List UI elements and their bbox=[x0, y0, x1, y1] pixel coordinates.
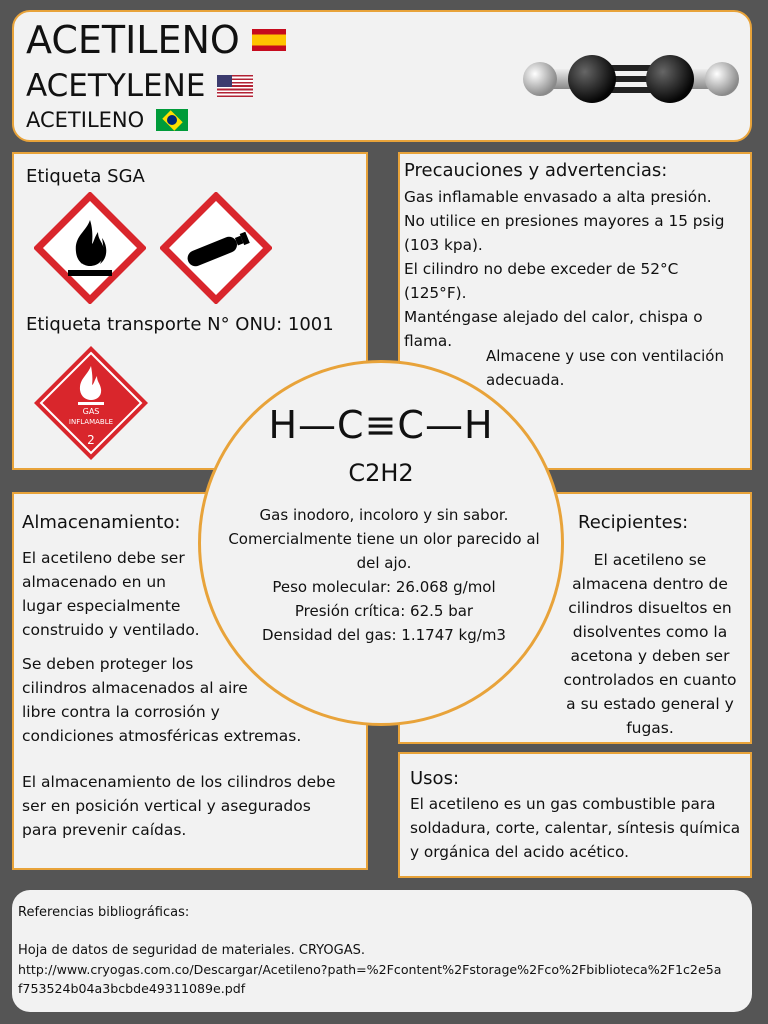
uses-line: El acetileno es un gas combustible para bbox=[410, 795, 716, 813]
precautions-extra bbox=[486, 344, 724, 392]
references-url-line-2: f753524b04a3bcbde49311089e.pdf bbox=[18, 981, 246, 996]
storage-line: cilindros almacenados al aire bbox=[22, 679, 248, 697]
title-portuguese: ACETILENO bbox=[26, 108, 145, 132]
diamond-class-number: 2 bbox=[87, 433, 95, 447]
storage-paragraph-3 bbox=[22, 770, 336, 842]
diamond-text-gas: GAS bbox=[82, 407, 100, 416]
storage-line: condiciones atmosféricas extremas. bbox=[22, 727, 302, 745]
title-english: ACETYLENE bbox=[26, 68, 206, 104]
containers-line: almacena dentro de bbox=[572, 575, 728, 593]
containers-line: acetona y deben ser bbox=[570, 647, 730, 665]
containers-line: controlados en cuanto bbox=[563, 671, 737, 689]
containers-text bbox=[550, 548, 750, 740]
flag-usa-icon bbox=[217, 75, 253, 97]
containers-title: Recipientes: bbox=[578, 512, 689, 533]
property-line: Peso molecular: 26.068 g/mol bbox=[272, 578, 496, 596]
property-line: Presión crítica: 62.5 bar bbox=[294, 602, 474, 620]
storage-line: ser en posición vertical y asegurados bbox=[22, 797, 311, 815]
precaution-line: (103 kpa). bbox=[404, 236, 483, 254]
sga-label: Etiqueta SGA bbox=[26, 166, 145, 187]
uses-title: Usos: bbox=[410, 768, 460, 789]
flammable-pictogram-icon bbox=[34, 192, 146, 304]
precaution-line: Manténgase alejado del calor, chispa o bbox=[404, 308, 703, 326]
uses-line: y orgánica del acido acético. bbox=[410, 843, 629, 861]
molecular-formula: C2H2 bbox=[348, 459, 414, 487]
precautions-text bbox=[404, 185, 724, 353]
title-spanish: ACETILENO bbox=[26, 18, 240, 62]
transport-flammable-gas-diamond-icon bbox=[32, 344, 150, 462]
precautions-title: Precauciones y advertencias: bbox=[404, 160, 668, 181]
chemical-properties-circle bbox=[198, 360, 564, 726]
properties-text bbox=[211, 503, 557, 647]
title-spanish-row bbox=[26, 18, 286, 62]
storage-line: almacenado en un bbox=[22, 573, 166, 591]
containers-line: disolventes como la bbox=[572, 623, 728, 641]
flag-spain-icon bbox=[252, 29, 286, 51]
title-english-row bbox=[26, 68, 253, 104]
header-panel bbox=[12, 10, 752, 142]
storage-line: construido y ventilado. bbox=[22, 621, 200, 639]
acetylene-molecule-icon bbox=[520, 50, 742, 110]
storage-line: El almacenamiento de los cilindros debe bbox=[22, 773, 336, 791]
transport-label: Etiqueta transporte N° ONU: 1001 bbox=[26, 314, 334, 335]
references-panel bbox=[12, 890, 752, 1012]
references-source: Hoja de datos de seguridad de materiales. CRYOGAS. bbox=[18, 943, 365, 958]
flag-brazil-icon bbox=[156, 109, 188, 131]
storage-paragraph-1 bbox=[22, 546, 200, 642]
precaution-line: El cilindro no debe exceder de 52°C bbox=[404, 260, 679, 278]
references-title: Referencias bibliográficas: bbox=[18, 905, 190, 920]
containers-line: cilindros disueltos en bbox=[568, 599, 732, 617]
containers-line: a su estado general y bbox=[566, 695, 734, 713]
storage-line: El acetileno debe ser bbox=[22, 549, 185, 567]
title-portuguese-row bbox=[26, 108, 188, 132]
containers-line: El acetileno se bbox=[593, 551, 707, 569]
uses-line: soldadura, corte, calentar, síntesis química bbox=[410, 819, 741, 837]
uses-text bbox=[410, 792, 740, 864]
storage-line: Se deben proteger los bbox=[22, 655, 194, 673]
property-line: Densidad del gas: 1.1747 kg/m3 bbox=[262, 626, 506, 644]
property-line: del ajo. bbox=[356, 554, 412, 572]
structural-formula: H—C≡C—H bbox=[268, 403, 494, 447]
property-line: Comercialmente tiene un olor parecido al bbox=[228, 530, 540, 548]
precaution-line: flama. bbox=[404, 332, 453, 350]
diamond-text-inflamable: INFLAMABLE bbox=[68, 418, 114, 426]
property-line: Gas inodoro, incoloro y sin sabor. bbox=[259, 506, 509, 524]
precaution-line: No utilice en presiones mayores a 15 psig bbox=[404, 212, 725, 230]
storage-line: libre contra la corrosión y bbox=[22, 703, 220, 721]
storage-title: Almacenamiento: bbox=[22, 512, 181, 533]
precaution-line: (125°F). bbox=[404, 284, 467, 302]
precaution-line: Almacene y use con ventilación bbox=[486, 347, 724, 365]
containers-line: fugas. bbox=[626, 719, 674, 737]
gas-cylinder-pictogram-icon bbox=[160, 192, 272, 304]
uses-panel bbox=[398, 752, 752, 878]
precaution-line: adecuada. bbox=[486, 371, 565, 389]
storage-line: para prevenir caídas. bbox=[22, 821, 187, 839]
storage-line: lugar especialmente bbox=[22, 597, 181, 615]
references-url-line-1: http://www.cryogas.com.co/Descargar/Acetileno?path=%2Fcontent%2Fstorage%2Fco%2Fbiblioteca%2F1c2e5a bbox=[18, 962, 722, 977]
precaution-line: Gas inflamable envasado a alta presión. bbox=[404, 188, 712, 206]
